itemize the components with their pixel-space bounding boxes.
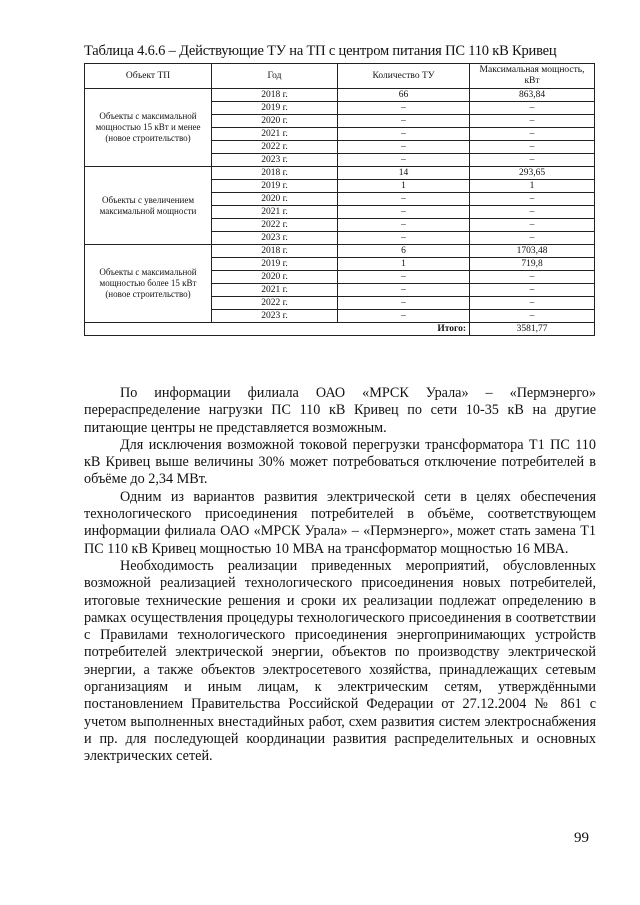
year-cell: 2020 г. (212, 271, 338, 284)
year-cell: 2023 г. (212, 310, 338, 323)
column-header-power: Максимальная мощность, кВт (470, 64, 595, 89)
table-row (85, 167, 595, 180)
power-cell: – (470, 115, 595, 128)
count-cell: – (338, 284, 470, 297)
year-cell: 2020 г. (212, 115, 338, 128)
count-cell: 1 (338, 180, 470, 193)
year-cell: 2022 г. (212, 141, 338, 154)
power-cell: 863,84 (470, 89, 595, 102)
count-cell: – (338, 154, 470, 167)
count-cell: – (338, 206, 470, 219)
year-cell: 2019 г. (212, 102, 338, 115)
column-header-count: Количество ТУ (338, 64, 470, 89)
paragraph: Для исключения возможной токовой перегрузки трансформатора Т1 ПС 110 кВ Кривец выше величины 30% может потребоваться отключение потребителей в объёме до 2,34 МВт. (84, 436, 596, 488)
object-type-cell: Объекты с максимальной мощностью более 15 кВт (новое строительство) (85, 245, 212, 323)
paragraph: Необходимость реализации приведенных мероприятий, обусловленных возможной реализацией технологического присоединения новых потребителей, итоговые технические решения и сроки их реализации подлежат определению в рамках осуществления процедуры технологического присоединения в соответствии с Правилами технологического присоединения энергопринимающих устройств потребителей электрической энергии, объектов по производству электрической энергии, а также объектов электросетевого хозяйства, принадлежащих сетевым организациям и иным лицам, к электрическим сетям, утверждёнными постановлением Правительства Российской Федерации от 27.12.2004 № 861 с учетом выполненных внестадийных работ, схем развития систем электроснабжения и пр. для последующей координации развития распределительных и основных электрических сетей. (84, 557, 596, 765)
column-header-year: Год (212, 64, 338, 89)
count-cell: – (338, 232, 470, 245)
year-cell: 2023 г. (212, 232, 338, 245)
power-cell: 719,8 (470, 258, 595, 271)
power-cell: – (470, 102, 595, 115)
table-row (85, 245, 595, 258)
year-cell: 2021 г. (212, 206, 338, 219)
power-cell: – (470, 310, 595, 323)
power-cell: – (470, 154, 595, 167)
year-cell: 2023 г. (212, 154, 338, 167)
object-type-cell: Объекты с максимальной мощностью 15 кВт и менее (новое строительство) (85, 89, 212, 167)
column-header-object: Объект ТП (85, 64, 212, 89)
power-cell: – (470, 232, 595, 245)
count-cell: 1 (338, 258, 470, 271)
year-cell: 2018 г. (212, 89, 338, 102)
count-cell: – (338, 115, 470, 128)
table-caption: Таблица 4.6.6 – Действующие ТУ на ТП с центром питания ПС 110 кВ Кривец (84, 43, 557, 59)
table-body (85, 89, 595, 323)
count-cell: – (338, 310, 470, 323)
power-cell: – (470, 206, 595, 219)
count-cell: – (338, 102, 470, 115)
power-cell: – (470, 219, 595, 232)
power-cell: 1703,48 (470, 245, 595, 258)
year-cell: 2020 г. (212, 193, 338, 206)
power-cell: – (470, 193, 595, 206)
object-type-cell: Объекты с увеличением максимальной мощности (85, 167, 212, 245)
power-cell: – (470, 284, 595, 297)
table-row (85, 89, 595, 102)
power-cell: – (470, 297, 595, 310)
count-cell: – (338, 219, 470, 232)
count-cell: 14 (338, 167, 470, 180)
count-cell: – (338, 297, 470, 310)
power-cell: 1 (470, 180, 595, 193)
table-header-row (85, 64, 595, 89)
year-cell: 2021 г. (212, 128, 338, 141)
count-cell: – (338, 271, 470, 284)
total-label: Итого: (85, 323, 470, 336)
power-cell: – (470, 271, 595, 284)
table-total-row (85, 323, 595, 336)
power-cell: 293,65 (470, 167, 595, 180)
paragraph: По информации филиала ОАО «МРСК Урала» – «Пермэнерго» перераспределение нагрузки ПС 110 кВ Кривец по сети 10-35 кВ на другие питающие центры не представляется возможным. (84, 385, 596, 436)
count-cell: – (338, 128, 470, 141)
year-cell: 2018 г. (212, 245, 338, 258)
count-cell: 66 (338, 89, 470, 102)
year-cell: 2019 г. (212, 180, 338, 193)
count-cell: 6 (338, 245, 470, 258)
year-cell: 2018 г. (212, 167, 338, 180)
year-cell: 2022 г. (212, 219, 338, 232)
total-value: 3581,77 (470, 323, 595, 336)
power-cell: – (470, 128, 595, 141)
count-cell: – (338, 141, 470, 154)
count-cell: – (338, 193, 470, 206)
year-cell: 2019 г. (212, 258, 338, 271)
body-text (84, 385, 596, 766)
power-cell: – (470, 141, 595, 154)
tu-table (84, 63, 595, 336)
page-number: 99 (574, 830, 589, 846)
year-cell: 2021 г. (212, 284, 338, 297)
paragraph: Одним из вариантов развития электрической сети в целях обеспечения технологического присоединения потребителей в объёме, соответствующем информации филиала ОАО «МРСК Урала» – «Пермэнерго», может стать замена Т1 ПС 110 кВ Кривец мощностью 10 МВА на трансформатор мощностью 16 МВА. (84, 488, 596, 557)
year-cell: 2022 г. (212, 297, 338, 310)
